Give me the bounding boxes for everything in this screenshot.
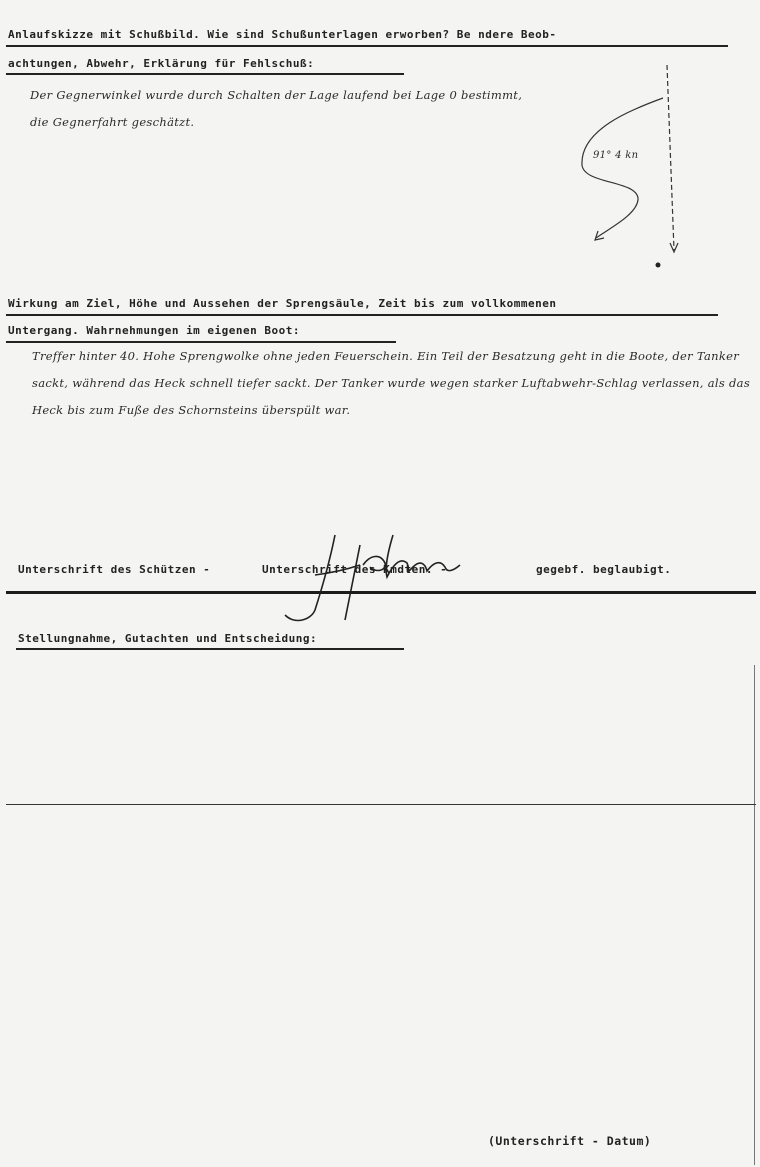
divider-decision — [6, 804, 756, 805]
section2-question-line1: Wirkung am Ziel, Höhe und Aussehen der Sprengsäule, Zeit bis zum vollkommenen — [8, 297, 557, 310]
commander-signature-label: Unterschrift des Kmdten. - — [262, 563, 448, 576]
signature-date-label: (Unterschrift - Datum) — [488, 1134, 652, 1148]
section2-question-line2: Untergang. Wahrnehmungen im eigenen Boot: — [8, 324, 301, 337]
section1-underline1 — [6, 45, 728, 47]
certified-label: gegebf. beglaubigt. — [536, 563, 672, 576]
attack-sketch — [570, 60, 700, 275]
section1-handwritten-answer: Der Gegnerwinkel wurde durch Schalten der Lage laufend bei Lage 0 bestimmt, die Gegnerfahrt geschätzt. — [30, 88, 523, 129]
section3-heading: Stellungnahme, Gutachten und Entscheidung: — [18, 632, 318, 645]
commander-signature — [275, 515, 485, 630]
section1-question-line1: Anlaufskizze mit Schußbild. Wie sind Schußunterlagen erworben? Be ndere Beob- — [8, 28, 557, 41]
shooter-signature-label: Unterschrift des Schützen - — [18, 563, 211, 576]
sketch-label: 91° 4 kn — [593, 150, 639, 161]
section1-underline2 — [6, 73, 404, 75]
section2-underline1 — [6, 314, 718, 316]
section3-underline — [16, 648, 404, 650]
section2-handwritten-answer: Treffer hinter 40. Hohe Sprengwolke ohne jeden Feuerschein. Ein Teil der Besatzung geht in die Boote, der Tanker sackt, während das Heck schnell tiefer sackt. Der Tanker wurde wegen starker Luftabwehr-Schlag verlassen, als das Heck bis zum Fuße des Schornsteins überspült war. — [32, 349, 751, 417]
section1-question-line2: achtungen, Abwehr, Erklärung für Fehlschuß: — [8, 57, 315, 70]
divider-signature — [6, 591, 756, 594]
right-margin-line — [754, 665, 755, 1165]
